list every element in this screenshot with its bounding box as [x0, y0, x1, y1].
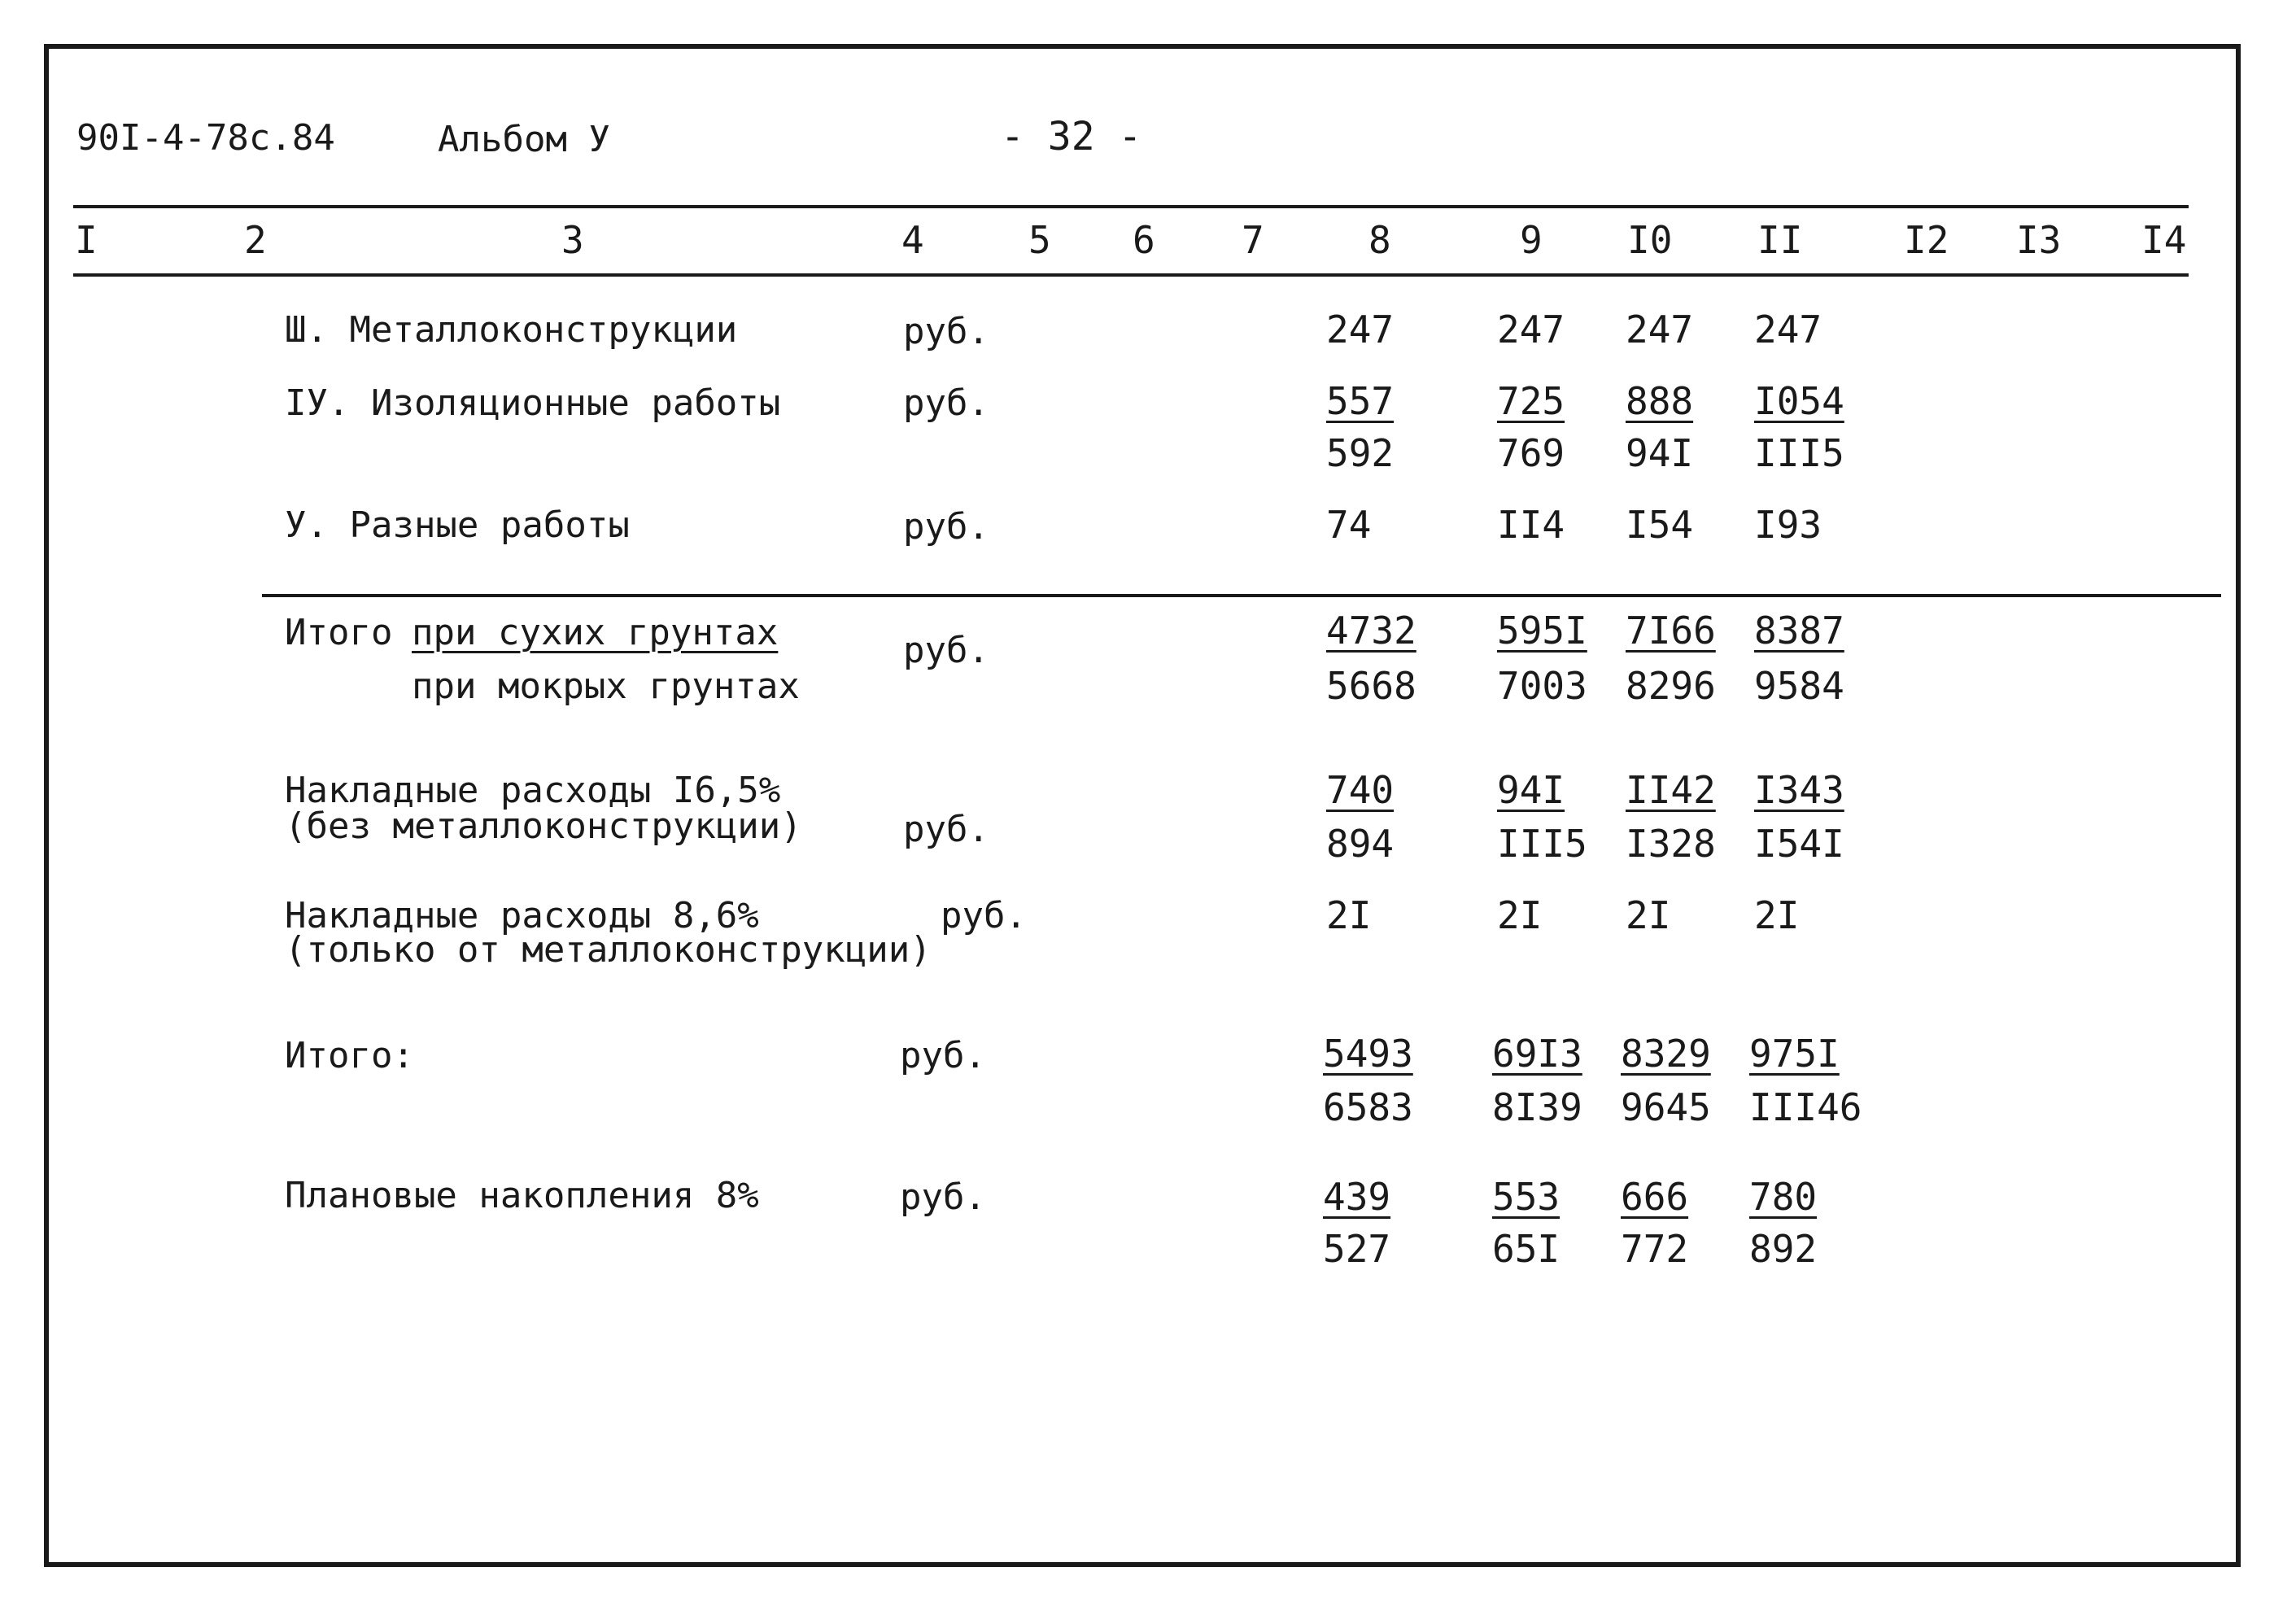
value-col9-bottom: 65I [1492, 1227, 1560, 1271]
value-col9-bottom: 769 [1497, 431, 1565, 475]
column-number: II [1757, 218, 1803, 262]
unit-label: руб. [900, 1176, 986, 1218]
value-col11: I93 [1754, 503, 1822, 547]
value-col8-bottom: 527 [1323, 1227, 1391, 1271]
column-number: 9 [1520, 218, 1543, 262]
value-col11-top: I343 [1754, 768, 1844, 812]
column-number: 5 [1028, 218, 1051, 262]
value-col8: 2I [1326, 893, 1372, 937]
column-number: I [75, 218, 98, 262]
value-col8-top: 740 [1326, 768, 1395, 812]
unit-label: руб. [941, 895, 1027, 936]
value-col11: 2I [1754, 893, 1800, 937]
value-col9-top: 69I3 [1492, 1032, 1582, 1076]
header-rule-bottom [73, 273, 2189, 277]
album-label: Альбом У [438, 119, 610, 160]
value-col9-top: 595I [1497, 609, 1587, 653]
value-col10-top: 888 [1626, 379, 1694, 423]
unit-label: руб. [903, 382, 989, 424]
row-label-misc: У. Разные работы [285, 504, 630, 546]
value-col11-top: I054 [1754, 379, 1844, 423]
row-label-insulation: IУ. Изоляционные работы [285, 382, 781, 424]
value-col8-top: 439 [1323, 1175, 1391, 1219]
column-number: I0 [1627, 218, 1673, 262]
value-col11-bottom: 9584 [1754, 664, 1844, 708]
row-sublabel-overhead-2: (только от металлоконструкции) [285, 929, 932, 971]
document-code: 90I-4-78с.84 [76, 117, 335, 159]
value-col9: 2I [1497, 893, 1543, 937]
row-label-planned: Плановые накопления 8% [285, 1175, 759, 1216]
value-col10-bottom: 772 [1621, 1227, 1689, 1271]
column-number: 3 [561, 218, 584, 262]
value-col8: 74 [1326, 503, 1372, 547]
label-wet-soil: при мокрых грунтах [412, 666, 800, 707]
value-col8-top: 4732 [1326, 609, 1416, 653]
value-col10-bottom: 8296 [1626, 664, 1716, 708]
column-number: 4 [901, 218, 924, 262]
value-col10: 2I [1626, 893, 1671, 937]
row-label-overhead-2: Накладные расходы 8,6% [285, 895, 759, 936]
value-col11-bottom: III46 [1749, 1085, 1862, 1129]
value-col11-top: 8387 [1754, 609, 1844, 653]
header-rule-top [73, 205, 2189, 208]
unit-label: руб. [903, 630, 989, 671]
value-col9-top: 725 [1497, 379, 1565, 423]
column-number: I3 [2016, 218, 2062, 262]
value-col8-top: 557 [1326, 379, 1395, 423]
column-number: I4 [2141, 218, 2187, 262]
subtotal-separator [262, 594, 2221, 597]
unit-label: руб. [903, 809, 989, 850]
value-col8-bottom: 894 [1326, 822, 1395, 866]
value-col10-bottom: I328 [1626, 822, 1716, 866]
column-number: I2 [1904, 218, 1949, 262]
value-col8: 247 [1326, 308, 1395, 351]
value-col9-top: 94I [1497, 768, 1565, 812]
page-number: - 32 - [1001, 114, 1142, 159]
value-col8-bottom: 6583 [1323, 1085, 1413, 1129]
unit-label: руб. [900, 1035, 986, 1076]
value-col9: 247 [1497, 308, 1565, 351]
value-col10-top: 8329 [1621, 1032, 1711, 1076]
unit-label: руб. [903, 311, 989, 352]
value-col10: I54 [1626, 503, 1694, 547]
column-number: 8 [1368, 218, 1391, 262]
value-col11: 247 [1754, 308, 1822, 351]
value-col10-bottom: 9645 [1621, 1085, 1711, 1129]
value-col9-bottom: III5 [1497, 822, 1587, 866]
value-col11-bottom: I54I [1754, 822, 1844, 866]
column-number: 6 [1133, 218, 1155, 262]
label-dry-soil: при сухих грунтах [412, 612, 779, 653]
value-col9-top: 553 [1492, 1175, 1560, 1219]
row-label-total-soil: Итого [285, 612, 393, 653]
value-col9: II4 [1497, 503, 1565, 547]
row-label-total: Итого: [285, 1035, 414, 1076]
row-label-overhead-1: Накладные расходы I6,5% [285, 770, 781, 811]
value-col8-bottom: 5668 [1326, 664, 1416, 708]
value-col11-top: 780 [1749, 1175, 1818, 1219]
unit-label: руб. [903, 506, 989, 548]
row-sublabel-overhead-1: (без металлоконструкции) [285, 805, 802, 847]
value-col10-top: II42 [1626, 768, 1716, 812]
column-number: 7 [1242, 218, 1264, 262]
value-col10-top: 666 [1621, 1175, 1689, 1219]
value-col9-bottom: 8I39 [1492, 1085, 1582, 1129]
value-col11-bottom: 892 [1749, 1227, 1818, 1271]
value-col10-top: 7I66 [1626, 609, 1716, 653]
value-col8-bottom: 592 [1326, 431, 1395, 475]
value-col11-bottom: III5 [1754, 431, 1844, 475]
value-col11-top: 975I [1749, 1032, 1840, 1076]
column-number: 2 [244, 218, 267, 262]
row-label-metal: Ш. Металлоконструкции [285, 309, 738, 351]
value-col10-bottom: 94I [1626, 431, 1694, 475]
value-col10: 247 [1626, 308, 1694, 351]
value-col8-top: 5493 [1323, 1032, 1413, 1076]
value-col9-bottom: 7003 [1497, 664, 1587, 708]
